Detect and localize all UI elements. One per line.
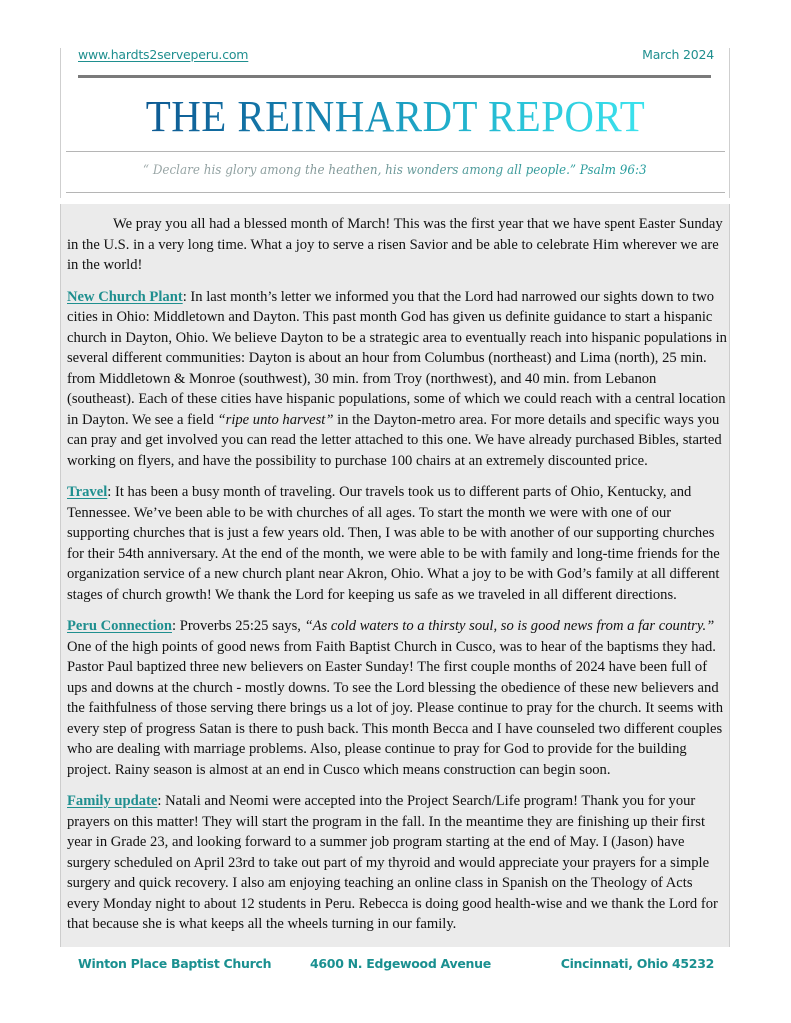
section-heading-travel[interactable]: Travel [67,484,108,500]
section-heading-new-church-plant[interactable]: New Church Plant [67,288,183,305]
content-panel [60,204,730,947]
motto-divider-bottom [66,192,725,193]
section-text: : It has been a busy month of traveling. Our travels took us to different parts of Ohio, Kentucky, and Tennessee. We’ve been able to be with churches of all ages. To start the month we were with one of our supporting churches that is just a few years old. Then, I was able to be with another of our supporting churches for their 54th anniversary. At the end of the month, we were able to be with family and long-time friends for the organization service of a new church plant near Akron, Ohio. What a joy to be with God’s family at all different stages of church growth! We thank the Lord for keeping us safe as we traveled in all different directions. [67,484,720,603]
section-text: : In last month’s letter we informed you that the Lord had narrowed our sights down to two cities in Ohio: Middletown and Dayton. This past month God has given us definite guidance to start a hispanic church in Dayton, Ohio. We believe Dayton to be a strategic area to eventually reach into hispanic populations in several different communities: Dayton is about an hour from Columbus (northeast) and Lima (north), 25 min. from Middletown & Monroe (southwest), 30 min. from Troy (northwest), and 40 min. from Lebanon (southeast). Each of these cities have hispanic populations, some of which we could reach with a central location in Dayton. We see a field [67,288,727,428]
motto-divider-top [66,151,725,152]
section-text: : Natali and Neomi were accepted into the Project Search/Life program! Thank you for your prayers on this matter! They will start the program in the fall. In the meantime they are finishing up their first year in Grade 23, and looking forward to a summer job program starting at the end of May. I (Jason) have surgery scheduled on April 23rd to take out part of my thyroid and would appreciate your prayers for a simple surgery and quick recovery. I also am enjoying teaching an online class in Spanish on the Theology of Acts every Monday night to about 12 students in Peru. Rebecca is doing good health-wise and we thank the Lord for that because she is what keeps all the wheels turning in our family. [67,793,718,932]
masthead-title [60,92,730,142]
footer-city: Cincinnati, Ohio 45232 [560,956,714,971]
footer-church-name: Winton Place Baptist Church [78,956,272,971]
issue-date: March 2024 [642,47,714,62]
header-row [78,47,714,65]
website-link[interactable]: www.hardts2serveperu.com [78,47,249,62]
section-text-after: in the Dayton-metro area. For more details and specific ways you can pray and get involved you can read the letter attached to this one. We have already purchased Bibles, started working on flyers, and have the possibility to purchase 100 chairs at an extremely discounted price. [67,411,722,469]
section-emphasis: “As cold waters to a thirsty soul, so is good news from a far country.” [304,618,715,634]
section-text-after: One of the high points of good news from Faith Baptist Church in Cusco, was to hear of the baptisms they had. Pastor Paul baptized three new believers on Easter Sunday! The first couple months of 2024 have been full of ups and downs at the church - mostly downs. To see the Lord blessing the obedience of these new believers and the faithfulness of those serving there brings us a lot of joy. Please continue to pray for the church. It seems with every step of progress Satan is there to push back. This month Becca and I have counseled two different couples who are dealing with marriage problems. Also, please continue to pray for God to provide for the building project. Rainy season is almost at an end in Cusco which means construction can begin soon. [67,638,724,778]
section-text: : Proverbs 25:25 says, [172,618,305,634]
section-new-church-plant [67,287,727,472]
scripture-motto-text: “ Declare his glory among the heathen, his wonders among all people.” Psalm 96:3 [143,160,647,182]
masthead-title-text: THE REINHARDT REPORT [145,92,645,141]
section-peru-connection [67,616,727,780]
header-divider [78,75,711,78]
intro-paragraph: We pray you all had a blessed month of March! This was the first year that we have spent Easter Sunday in the U.S. in a very long time. What a joy to serve a risen Savior and be able to celebrate Him wherever we are in the world! [67,216,723,273]
section-travel [67,482,727,605]
letter-body [67,214,727,946]
section-heading-family-update[interactable]: Family update [67,793,158,809]
section-heading-peru-connection[interactable]: Peru Connection [67,618,172,634]
section-emphasis: “ripe unto harvest” [217,411,334,428]
footer-address: 4600 N. Edgewood Avenue [310,956,491,971]
scripture-motto [60,160,730,182]
section-family-update [67,791,727,935]
footer [78,956,714,974]
